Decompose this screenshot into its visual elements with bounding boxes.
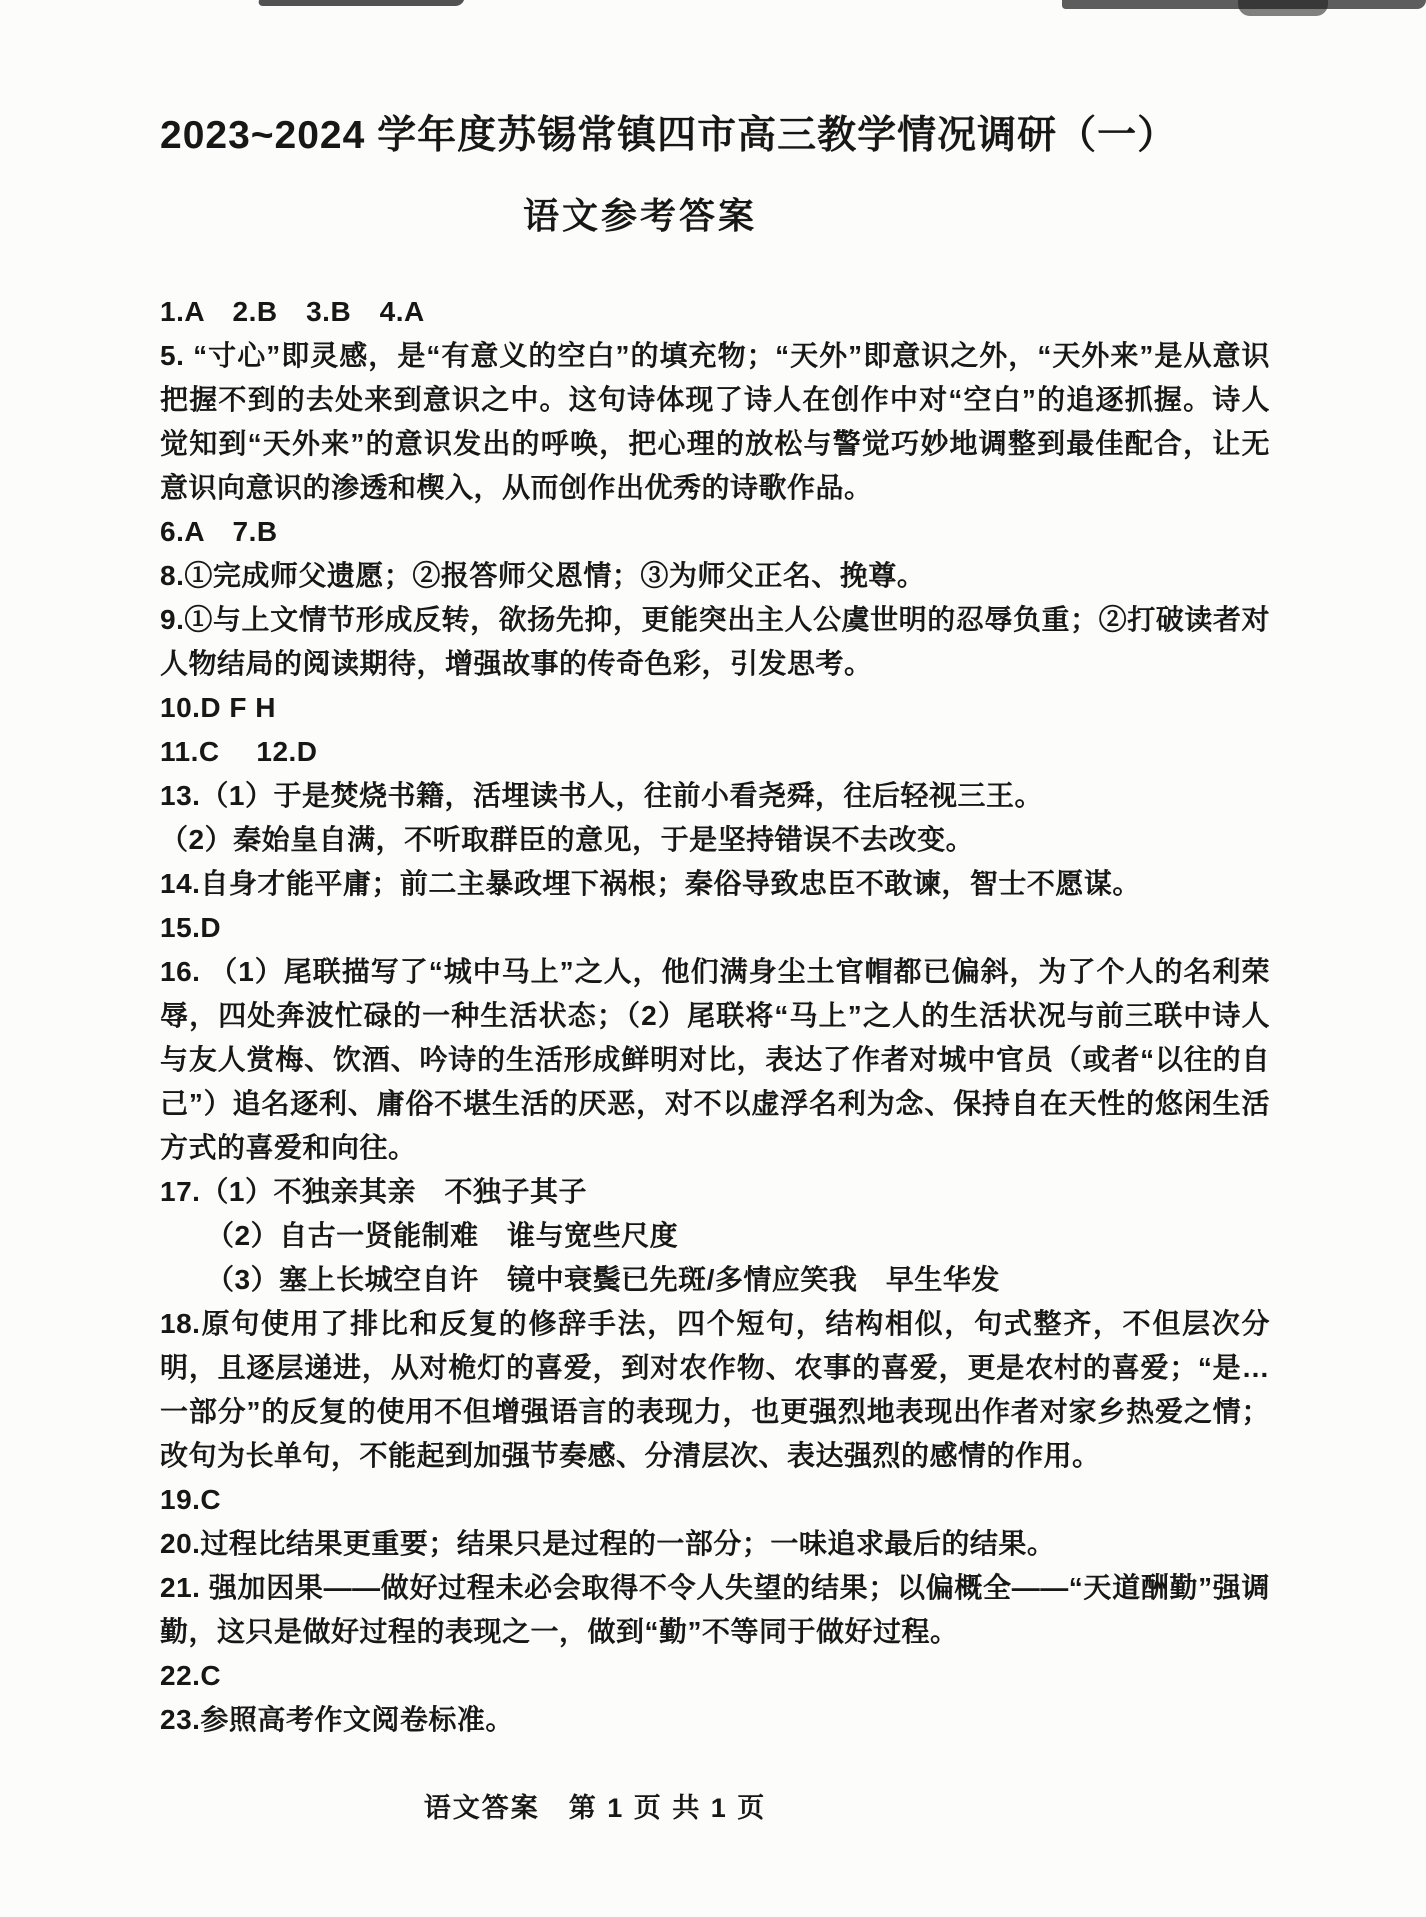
document-subtitle: 语文参考答案	[522, 195, 757, 236]
answer-q11-12: 11.C 12.D	[160, 736, 318, 767]
answer-q9: 9.①与上文情节形成反转，欲扬先抑，更能突出主人公虞世明的忍辱负重；②打破读者对人物结局的阅读期待，增强故事的传奇色彩，引发思考。	[160, 604, 1270, 679]
document-title: 2023~2024 学年度苏锡常镇四市高三教学情况调研（一）	[160, 114, 1178, 157]
answer-q1-4: 1.A 2.B 3.B 4.A	[160, 296, 425, 327]
answer-q14: 14.自身才能平庸；前二主暴政埋下祸根；秦俗导致忠臣不敢谏，智士不愿谋。	[160, 868, 1141, 899]
scan-artifact-top-right-blob	[1238, 0, 1328, 16]
answer-q13-2: （2）秦始皇自满，不听取群臣的意见，于是坚持错误不去改变。	[160, 824, 975, 855]
document-body	[160, 110, 1270, 1742]
answer-q18: 18.原句使用了排比和反复的修辞手法，四个短句，结构相似，句式整齐，不但层次分明，且逐层递进，从对桅灯的喜爱，到对农作物、农事的喜爱，更是农村的喜爱；“是…一部分”的反复的使用不但增强语言的表现力，也更强烈地表现出作者对家乡热爱之情；改句为长单句，不能起到加强节奏感、分清层次、表达强烈的感情的作用。	[160, 1308, 1270, 1471]
answer-q13-1: 13.（1）于是焚烧书籍，活埋读书人，往前小看尧舜，往后轻视三王。	[160, 780, 1043, 811]
answers-section	[160, 290, 1270, 1742]
answer-q5: 5. “寸心”即灵感，是“有意义的空白”的填充物；“天外”即意识之外，“天外来”是从意识把握不到的去处来到意识之中。这句诗体现了诗人在创作中对“空白”的追逐抓握。诗人觉知到“天外来”的意识发出的呼唤，把心理的放松与警觉巧妙地调整到最佳配合，让无意识向意识的渗透和楔入，从而创作出优秀的诗歌作品。	[160, 340, 1270, 503]
answer-q22: 22.C	[160, 1660, 222, 1691]
answer-q15: 15.D	[160, 912, 222, 943]
page-footer: 语文答案 第 1 页 共 1 页	[423, 1793, 767, 1823]
answer-q17-3: （3）塞上长城空自许 镜中衰鬓已先斑/多情应笑我 早生华发	[206, 1264, 1000, 1295]
scan-artifact-top-right	[1062, 0, 1426, 9]
answer-q19: 19.C	[160, 1484, 222, 1515]
answer-q17-2: （2）自古一贤能制难 谁与宽些尺度	[206, 1220, 679, 1251]
answer-q16: 16. （1）尾联描写了“城中马上”之人，他们满身尘土官帽都已偏斜，为了个人的名利荣辱，四处奔波忙碌的一种生活状态；（2）尾联将“马上”之人的生活状况与前三联中诗人与友人赏梅、饮酒、吟诗的生活形成鲜明对比，表达了作者对城中官员（或者“以往的自己”）追名逐利、庸俗不堪生活的厌恶，对不以虚浮名利为念、保持自在天性的悠闲生活方式的喜爱和向往。	[160, 956, 1270, 1163]
answer-q23: 23.参照高考作文阅卷标准。	[160, 1704, 514, 1735]
answer-q20: 20.过程比结果更重要；结果只是过程的一部分；一味追求最后的结果。	[160, 1528, 1056, 1559]
scan-artifact-top-left	[257, 0, 464, 6]
answer-q21: 21. 强加因果——做好过程未必会取得不令人失望的结果；以偏概全——“天道酬勤”强调勤，这只是做好过程的表现之一，做到“勤”不等同于做好过程。	[160, 1572, 1270, 1647]
answer-q10: 10.D F H	[160, 692, 277, 723]
answer-q6-7: 6.A 7.B	[160, 516, 278, 547]
answer-q17-1: 17.（1）不独亲其亲 不独子其子	[160, 1176, 587, 1207]
answer-q8: 8.①完成师父遗愿；②报答师父恩情；③为师父正名、挽尊。	[160, 560, 926, 591]
